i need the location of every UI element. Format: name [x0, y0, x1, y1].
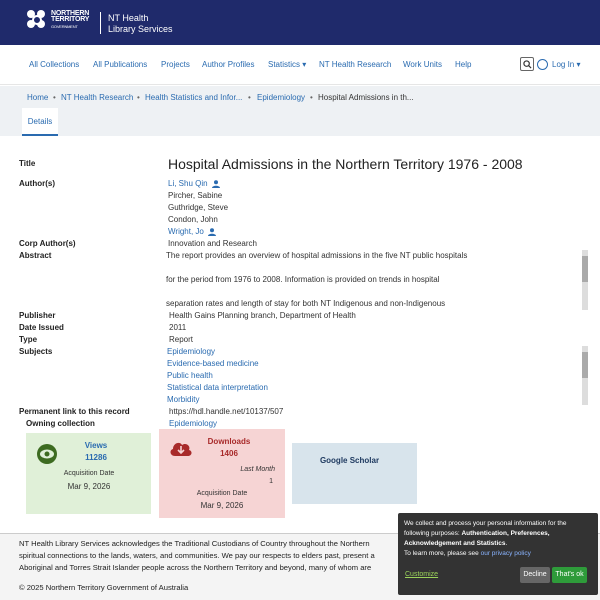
permalink-label: Permanent link to this record: [19, 407, 130, 416]
google-scholar-card[interactable]: [292, 443, 417, 504]
subjects-label: Subjects: [19, 347, 53, 356]
abstract-label: Abstract: [19, 251, 52, 260]
acknowledgement-line: NT Health Library Services acknowledges the Traditional Custodians of Country throughout the Northern: [19, 539, 370, 548]
cookie-consent-banner: We collect and process your personal information for the following purposes: Authentication, Preferences, Acknowledgement and Statistics. To learn more, please see our privacy policy: [398, 513, 598, 595]
nav-help[interactable]: Help: [455, 60, 472, 69]
corp-author-label: Corp Author(s): [19, 239, 76, 248]
abstract-text[interactable]: [166, 249, 590, 311]
accept-button[interactable]: That's ok: [552, 567, 587, 583]
cookie-purposes: Authentication, Preferences, Acknowledgement and Statistics: [404, 530, 550, 547]
publisher-value: Health Gains Planning branch, Department of Health: [169, 311, 356, 320]
customize-button[interactable]: Customize: [405, 571, 439, 578]
cookie-text: To learn more, please see: [404, 550, 479, 557]
nav-all-publications[interactable]: All Publications: [93, 60, 148, 69]
logo-divider: [100, 12, 101, 34]
publisher-label: Publisher: [19, 311, 56, 320]
privacy-policy-link[interactable]: our privacy policy: [480, 550, 531, 557]
subjects-scrollbar[interactable]: [582, 346, 588, 405]
last-month-value: 1: [269, 478, 273, 485]
date-issued-value: 2011: [169, 323, 187, 332]
subject-link[interactable]: Statistical data interpretation: [167, 383, 268, 392]
abstract-line: for the period from 1976 to 2008. Information is provided on trends in hospital: [166, 275, 440, 284]
last-month-label: Last Month: [240, 466, 275, 473]
breadcrumb-separator: •: [310, 93, 313, 102]
downloads-count: 1406: [220, 449, 238, 458]
nt-government-logo[interactable]: [27, 10, 89, 30]
login-menu[interactable]: [552, 60, 581, 69]
authors-label: Author(s): [19, 179, 55, 188]
login-label: Log In: [552, 60, 575, 69]
breadcrumb-current: Hospital Admissions in th...: [318, 93, 414, 102]
abstract-line: The report provides an overview of hospital admissions in the five NT public hospitals: [166, 251, 468, 260]
person-icon: [212, 180, 220, 188]
nav-author-profiles[interactable]: Author Profiles: [202, 60, 255, 69]
views-acquisition-label: Acquisition Date: [63, 470, 115, 477]
site-header: [0, 0, 600, 45]
type-label: Type: [19, 335, 38, 344]
site-title-line1: NT Health: [108, 13, 149, 23]
nav-work-units[interactable]: Work Units: [403, 60, 442, 69]
views-count: 11286: [85, 453, 107, 462]
copyright: © 2025 Northern Territory Government of Australia: [19, 583, 189, 592]
date-issued-label: Date Issued: [19, 323, 64, 332]
type-value: Report: [169, 335, 194, 344]
person-icon: [208, 228, 216, 236]
nav-statistics-label: Statistics: [268, 60, 301, 69]
breadcrumb-nt-health-research[interactable]: NT Health Research: [61, 93, 134, 102]
breadcrumb-separator: •: [53, 93, 56, 102]
author-name: Li, Shu Qin: [168, 179, 208, 188]
site-title[interactable]: [108, 13, 173, 35]
nav-statistics[interactable]: [268, 60, 306, 69]
tab-details[interactable]: Details: [22, 108, 58, 136]
caret-down-icon: ▾: [302, 60, 307, 69]
breadcrumb-separator: •: [248, 93, 251, 102]
decline-button[interactable]: Decline: [520, 567, 550, 583]
author-name: Condon, John: [168, 215, 218, 224]
owning-collection-link[interactable]: Epidemiology: [169, 419, 218, 428]
corp-author-value: Innovation and Research: [168, 239, 257, 248]
views-card: [26, 433, 151, 514]
logo-line1: NORTHERN: [51, 9, 90, 17]
author-link[interactable]: [168, 179, 220, 188]
nav-nt-health-research[interactable]: NT Health Research: [319, 60, 392, 69]
logo-line2: TERRITORY: [51, 15, 90, 23]
author-name: Pircher, Sabine: [168, 191, 223, 200]
abstract-scrollbar[interactable]: [582, 250, 588, 310]
subject-link[interactable]: Morbidity: [167, 395, 200, 404]
subject-link[interactable]: Public health: [167, 371, 213, 380]
breadcrumb-home[interactable]: Home: [27, 93, 49, 102]
title-label: Title: [19, 159, 36, 168]
abstract-line: separation rates and length of stay for both NT Indigenous and non-Indigenous: [166, 299, 446, 308]
search-button[interactable]: [520, 57, 534, 71]
author-name: Wright, Jo: [168, 227, 204, 236]
breadcrumb-separator: •: [137, 93, 140, 102]
downloads-label: Downloads: [207, 437, 251, 446]
author-link[interactable]: [168, 227, 216, 236]
subject-link[interactable]: Epidemiology: [167, 347, 216, 356]
google-scholar-label: Google Scholar: [319, 456, 380, 465]
site-title-line2: Library Services: [108, 24, 173, 34]
downloads-acquisition-date: Mar 9, 2026: [200, 501, 244, 510]
language-globe-icon[interactable]: [537, 59, 548, 70]
views-label: Views: [84, 441, 108, 450]
nav-projects[interactable]: Projects: [161, 60, 190, 69]
downloads-card: [159, 429, 285, 518]
breadcrumb-epidemiology[interactable]: Epidemiology: [257, 93, 306, 102]
acknowledgement-line: Aboriginal and Torres Strait Islander people across the Northern Territory and beyond, many of whom are: [19, 563, 372, 572]
permalink-value[interactable]: https://hdl.handle.net/10137/507: [169, 407, 284, 416]
logo-mark-icon: [27, 10, 47, 30]
page-title: Hospital Admissions in the Northern Territory 1976 - 2008: [168, 156, 523, 172]
acknowledgement-line: spiritual connections to the lands, waters, and communities. We pay our respects to elders past, present a: [19, 551, 375, 560]
owning-collection-label: Owning collection: [26, 419, 95, 428]
search-icon: [523, 60, 532, 69]
downloads-acquisition-label: Acquisition Date: [196, 490, 248, 497]
breadcrumb-health-statistics[interactable]: Health Statistics and Infor...: [145, 93, 243, 102]
caret-down-icon: ▾: [576, 60, 581, 69]
cookie-text: We collect and process your personal information for the following purposes:: [404, 520, 567, 537]
subject-link[interactable]: Evidence-based medicine: [167, 359, 259, 368]
author-name: Guthridge, Steve: [168, 203, 229, 212]
views-acquisition-date: Mar 9, 2026: [67, 482, 111, 491]
logo-line3: GOVERNMENT: [51, 23, 78, 29]
nav-all-collections[interactable]: All Collections: [29, 60, 80, 69]
